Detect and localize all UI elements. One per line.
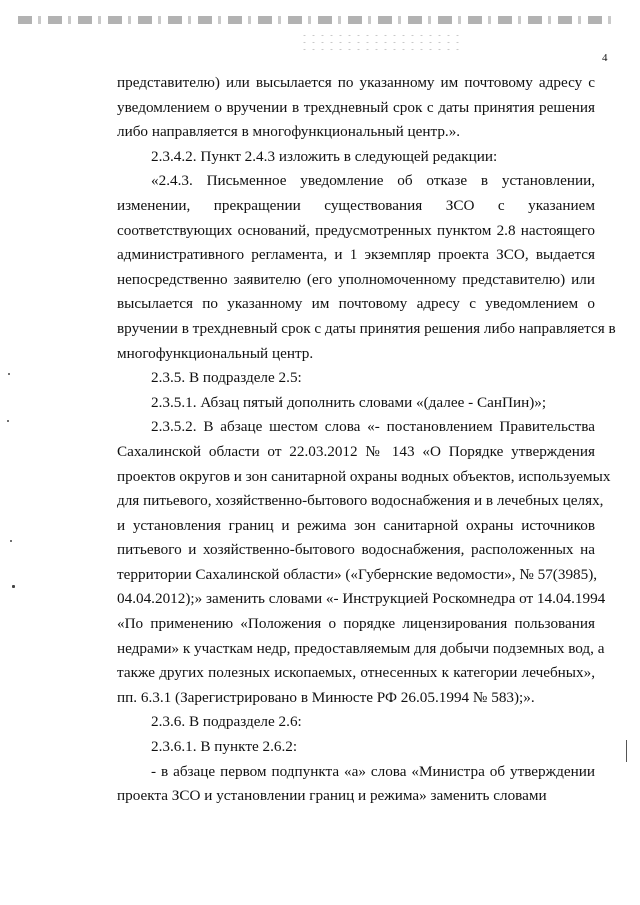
text-line: питьевого и хозяйственно-бытового водоснабжения, расположенных на: [117, 541, 595, 559]
text-line: Сахалинской области от 22.03.2012 № 143 «О Порядке утверждения: [117, 442, 595, 460]
scan-speck: [8, 373, 10, 375]
text-line: 2.3.6. В подразделе 2.6:: [151, 713, 302, 731]
text-line: изменении, прекращении существования ЗСО с указанием: [117, 196, 595, 214]
text-line: также других полезных ископаемых, отнесенных к категории лечебных»,: [117, 664, 595, 682]
text-line: «2.4.3. Письменное уведомление об отказе в установлении,: [151, 172, 595, 190]
text-line: высылается по указанному им почтовому адресу с уведомлением о: [117, 295, 595, 313]
text-line: проектов округов и зон санитарной охраны водных объектов, используемых: [117, 467, 611, 485]
text-line: недрами» к участкам недр, предоставляемым для добычи подземных вод, а: [117, 639, 605, 657]
text-line: проекта ЗСО и установлении границ и режима» заменить словами: [117, 787, 547, 805]
document-body: [117, 71, 616, 809]
paragraph: [117, 735, 595, 760]
scan-speck: [7, 420, 9, 422]
text-line: территории Сахалинской области» («Губернские ведомости», № 57(3985),: [117, 565, 598, 583]
text-line: - в абзаце первом подпункта «а» слова «Министра об утверждении: [151, 762, 595, 780]
text-line: «По применению «Положения о порядке лицензирования пользования: [117, 615, 595, 633]
text-line: представителю) или высылается по указанному им почтовому адресу с: [117, 74, 595, 91]
paragraph: [117, 169, 616, 366]
paragraph: [117, 145, 595, 170]
scan-artifact: [18, 16, 618, 24]
text-line: 04.04.2012);» заменить словами «- Инструкцией Роскомнедра от 14.04.1994: [117, 590, 606, 608]
text-line: 2.3.5. В подразделе 2.5:: [151, 369, 302, 387]
text-line: и установления границ и режима зон санитарной охраны источников: [117, 516, 595, 534]
text-line: непосредственно заявителю (его уполномоченному представителю) или: [117, 270, 595, 288]
scan-edge-mark: [626, 740, 627, 762]
text-line: пп. 6.3.1 (Зарегистрировано в Минюсте РФ 26.05.1994 № 583);».: [117, 688, 535, 706]
text-line: 2.3.6.1. В пункте 2.6.2:: [151, 738, 298, 756]
text-line: 2.3.5.2. В абзаце шестом слова «- постановлением Правительства: [151, 418, 595, 436]
paragraph: [117, 71, 595, 145]
text-line: либо направляется в многофункциональный центр.».: [117, 123, 461, 141]
text-line: многофункциональный центр.: [117, 344, 314, 362]
paragraph: [117, 391, 595, 416]
scan-noise: [300, 32, 460, 54]
text-line: 2.3.5.1. Абзац пятый дополнить словами «(далее - СанПин)»;: [151, 393, 547, 411]
paragraph: [117, 415, 611, 710]
scan-speck: [10, 540, 12, 542]
text-line: административного регламента, и 1 экземпляр проекта ЗСО, выдается: [117, 246, 595, 264]
paragraph: [117, 760, 595, 809]
paragraph: [117, 710, 595, 735]
text-line: 2.3.4.2. Пункт 2.4.3 изложить в следующей редакции:: [151, 147, 498, 165]
text-line: соответствующих оснований, предусмотренных пунктом 2.8 настоящего: [117, 221, 595, 239]
paragraph: [117, 366, 595, 391]
scan-speck: [12, 585, 15, 588]
page-number: 4: [602, 52, 608, 64]
text-line: вручении в трехдневный срок с даты принятия решения либо направляется в: [117, 319, 616, 337]
text-line: для питьевого, хозяйственно-бытового водоснабжения и в лечебных целях,: [117, 492, 604, 510]
text-line: уведомлением о вручении в трехдневный срок с даты принятия решения: [117, 98, 595, 116]
